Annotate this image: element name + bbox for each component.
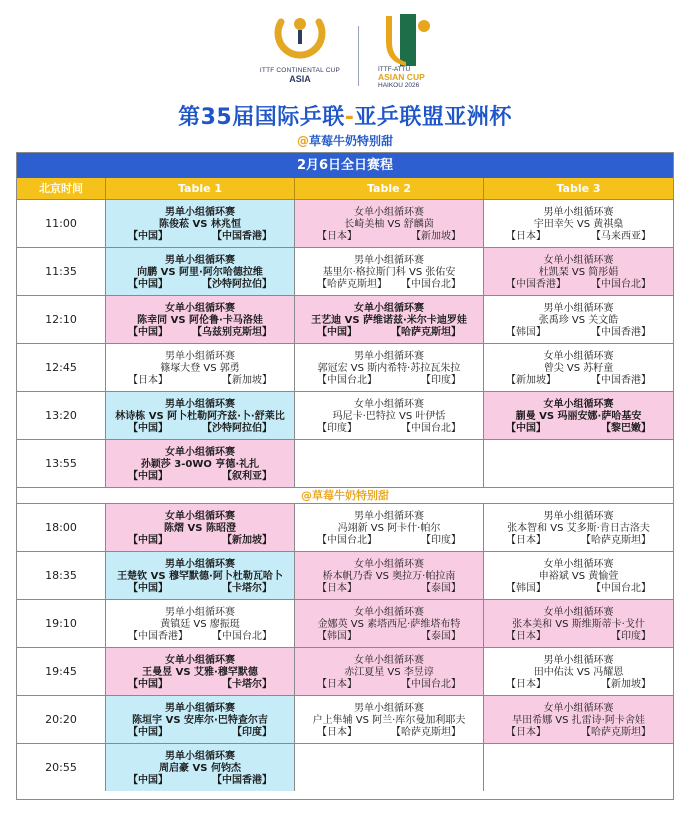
match-players: 金娜英 VS 素塔西尼·萨维塔布特 [317, 619, 461, 630]
event-name: 女单小组循环赛 [543, 255, 614, 266]
country-right: 【卡塔尔】 [222, 679, 272, 690]
logo-right-line2: ASIAN CUP [378, 72, 425, 82]
country-right: 【沙特阿拉伯】 [202, 279, 272, 290]
country-left: 【中国】 [128, 535, 168, 546]
country-left: 【日本】 [506, 679, 546, 690]
table-row [17, 343, 673, 391]
country-right: 【中国台北】 [401, 679, 461, 690]
country-right: 【中国香港】 [591, 327, 651, 338]
match-players: 周启豪 VS 何钧杰 [159, 763, 241, 774]
match-players: 林诗栋 VS 阿卜杜勒阿齐兹·卜·舒莱比 [115, 411, 285, 422]
match-cell [484, 248, 673, 295]
match-players: 黄镇廷 VS 廖振珽 [160, 619, 240, 630]
country-left: 【印度】 [317, 423, 357, 434]
countries [484, 423, 673, 435]
countries [295, 231, 483, 243]
credit-at: @ [296, 134, 309, 148]
match-cell [484, 200, 673, 247]
table-row [17, 647, 673, 695]
author-credit [0, 132, 690, 149]
country-right: 【印度】 [421, 375, 461, 386]
country-right: 【新加坡】 [411, 231, 461, 242]
country-left: 【中国】 [128, 231, 168, 242]
event-name: 女单小组循环赛 [165, 655, 235, 666]
match-players: 早田希娜 VS 扎雷诗·阿卡舍娃 [512, 715, 645, 726]
country-right: 【泰国】 [421, 583, 461, 594]
countries [295, 423, 483, 435]
event-name: 女单小组循环赛 [354, 655, 424, 666]
table-row [17, 551, 673, 599]
country-right: 【印度】 [232, 727, 272, 738]
country-left: 【韩国】 [506, 583, 546, 594]
country-left: 【日本】 [317, 679, 357, 690]
table-row [17, 599, 673, 647]
match-cell [295, 600, 484, 647]
match-cell [106, 552, 295, 599]
event-name: 女单小组循环赛 [543, 351, 614, 362]
match-cell [484, 552, 673, 599]
mid-credit-at: @ [301, 489, 312, 502]
country-left: 【韩国】 [317, 631, 357, 642]
time-cell: 19:45 [17, 648, 106, 695]
country-right: 【中国台北】 [591, 279, 651, 290]
country-left: 【中国香港】 [128, 631, 188, 642]
countries [295, 583, 483, 595]
country-left: 【中国】 [128, 423, 168, 434]
empty-cell [484, 440, 673, 487]
countries [484, 679, 673, 691]
match-players: 陈俊菘 VS 林兆恒 [159, 219, 241, 230]
country-right: 【哈萨克斯坦】 [391, 727, 461, 738]
time-cell: 12:10 [17, 296, 106, 343]
country-right: 【马来西亚】 [591, 231, 651, 242]
match-players: 郭冠宏 VS 斯内希特·苏拉瓦朱拉 [317, 363, 461, 374]
countries [295, 375, 483, 387]
match-cell [484, 696, 673, 743]
countries [295, 727, 483, 739]
country-right: 【中国台北】 [212, 631, 272, 642]
event-name: 男单小组循环赛 [165, 351, 235, 362]
match-players: 陈垣宇 VS 安库尔·巴特查尔吉 [132, 715, 268, 726]
countries [106, 471, 294, 483]
match-cell [484, 648, 673, 695]
country-right: 【新加坡】 [601, 679, 651, 690]
match-players: 张本美和 VS 斯维斯蒂卡·戈什 [512, 619, 645, 630]
country-left: 【中国香港】 [506, 279, 566, 290]
match-cell [295, 696, 484, 743]
country-left: 【中国】 [128, 583, 168, 594]
countries [106, 583, 294, 595]
match-cell [106, 392, 295, 439]
event-name: 男单小组循环赛 [165, 559, 235, 570]
match-players: 陈熠 VS 陈昭澄 [164, 523, 236, 534]
country-left: 【日本】 [506, 631, 546, 642]
event-name: 男单小组循环赛 [354, 511, 424, 522]
country-right: 【沙特阿拉伯】 [202, 423, 272, 434]
country-left: 【中国】 [128, 775, 168, 786]
logo-divider [358, 26, 359, 86]
match-cell [106, 600, 295, 647]
match-players: 王楚钦 VS 穆罕默德·阿卜杜勒瓦哈卜 [117, 571, 283, 582]
country-right: 【泰国】 [421, 631, 461, 642]
match-cell [106, 504, 295, 551]
title-part1: 第35届国际乒联 [178, 105, 345, 130]
countries [484, 535, 673, 547]
match-cell [484, 504, 673, 551]
event-name: 女单小组循环赛 [543, 703, 614, 714]
event-name: 女单小组循环赛 [354, 207, 424, 218]
countries [484, 231, 673, 243]
match-cell [106, 696, 295, 743]
country-right: 【乌兹别克斯坦】 [192, 327, 272, 338]
countries [484, 583, 673, 595]
countries [484, 631, 673, 643]
table-row [17, 743, 673, 791]
countries [106, 231, 294, 243]
match-cell [106, 744, 295, 791]
table-row [17, 247, 673, 295]
country-right: 【新加坡】 [222, 375, 272, 386]
match-players: 王艺迪 VS 萨维诺兹·米尔卡迪罗娃 [311, 315, 467, 326]
empty-cell [295, 440, 484, 487]
event-name: 女单小组循环赛 [543, 399, 614, 410]
event-name: 男单小组循环赛 [543, 511, 614, 522]
event-name: 男单小组循环赛 [165, 751, 235, 762]
country-left: 【中国】 [128, 727, 168, 738]
match-players: 玛尼卡·巴特拉 VS 叶伊恬 [332, 411, 446, 422]
countries [295, 327, 483, 339]
event-name: 男单小组循环赛 [543, 655, 614, 666]
match-players: 张禹珍 VS 关文皓 [538, 315, 619, 326]
countries [484, 375, 673, 387]
title-part2: 亚乒联盟亚洲杯 [354, 105, 512, 130]
table-row [17, 391, 673, 439]
table-row [17, 199, 673, 247]
match-players: 赤江夏星 VS 李昱谆 [344, 667, 434, 678]
country-left: 【韩国】 [506, 327, 546, 338]
event-name: 女单小组循环赛 [354, 559, 424, 570]
event-name: 男单小组循环赛 [165, 399, 235, 410]
match-players: 申裕斌 VS 黄愉萱 [538, 571, 619, 582]
event-name: 女单小组循环赛 [543, 559, 614, 570]
countries [295, 631, 483, 643]
country-left: 【中国台北】 [317, 375, 377, 386]
empty-cell [295, 744, 484, 791]
match-players: 杜凯琹 VS 简彤娟 [538, 267, 619, 278]
match-cell [295, 248, 484, 295]
country-left: 【新加坡】 [506, 375, 556, 386]
countries [106, 423, 294, 435]
table-row [17, 295, 673, 343]
time-cell: 20:55 [17, 744, 106, 791]
country-left: 【中国台北】 [317, 535, 377, 546]
country-left: 【日本】 [506, 727, 546, 738]
countries [106, 535, 294, 547]
match-players: 陈幸同 VS 阿伦鲁·卡马洛娃 [137, 315, 263, 326]
countries [295, 279, 483, 291]
match-cell [484, 296, 673, 343]
time-cell: 13:20 [17, 392, 106, 439]
match-players: 长崎美柚 VS 舒麟茵 [344, 219, 434, 230]
countries [106, 327, 294, 339]
match-players: 篠塚大登 VS 郭勇 [160, 363, 240, 374]
country-right: 【叙利亚】 [222, 471, 272, 482]
match-players: 户上隼辅 VS 阿兰·库尔曼加利耶夫 [312, 715, 466, 726]
country-left: 【哈萨克斯坦】 [317, 279, 387, 290]
mid-credit-name: 草莓牛奶特别甜 [312, 489, 389, 502]
match-cell [106, 200, 295, 247]
event-name: 男单小组循环赛 [354, 351, 424, 362]
match-cell [484, 600, 673, 647]
header [0, 0, 690, 100]
match-players: 冯翊新 VS 阿卡什·帕尔 [337, 523, 441, 534]
event-name: 女单小组循环赛 [165, 447, 235, 458]
match-cell [295, 344, 484, 391]
country-left: 【中国】 [128, 279, 168, 290]
event-name: 女单小组循环赛 [354, 399, 424, 410]
country-right: 【黎巴嫩】 [601, 423, 651, 434]
header-table2: Table 2 [295, 178, 484, 199]
day-title: 2月6日全日赛程 [17, 153, 673, 178]
match-cell [295, 392, 484, 439]
credit-name: 草莓牛奶特别甜 [308, 134, 393, 148]
match-cell [295, 552, 484, 599]
countries [295, 679, 483, 691]
country-right: 【中国台北】 [401, 279, 461, 290]
event-name: 女单小组循环赛 [165, 303, 235, 314]
table-row [17, 695, 673, 743]
trophy-ring-icon [269, 14, 331, 66]
match-players: 张本智和 VS 艾多斯·肯日古洛夫 [507, 523, 650, 534]
country-right: 【卡塔尔】 [222, 583, 272, 594]
table-row [17, 439, 673, 487]
country-right: 【中国香港】 [212, 231, 272, 242]
country-right: 【哈萨克斯坦】 [581, 727, 651, 738]
match-cell [484, 392, 673, 439]
country-left: 【日本】 [317, 583, 357, 594]
country-left: 【日本】 [128, 375, 168, 386]
event-name: 男单小组循环赛 [165, 607, 235, 618]
header-time: 北京时间 [17, 178, 106, 199]
match-players: 王曼昱 VS 艾雅·穆罕默德 [142, 667, 258, 678]
match-cell [295, 296, 484, 343]
event-name: 男单小组循环赛 [165, 703, 235, 714]
countries [106, 279, 294, 291]
country-left: 【中国】 [128, 327, 168, 338]
countries [106, 775, 294, 787]
countries [295, 535, 483, 547]
match-players: 向鹏 VS 阿里·阿尔哈德拉维 [137, 267, 263, 278]
country-left: 【中国】 [128, 679, 168, 690]
event-name: 男单小组循环赛 [543, 303, 614, 314]
match-players: 蒯曼 VS 玛丽安娜·萨哈基安 [515, 411, 642, 422]
event-name: 女单小组循环赛 [354, 303, 424, 314]
country-right: 【哈萨克斯坦】 [581, 535, 651, 546]
header-row [17, 178, 673, 199]
country-left: 【日本】 [317, 727, 357, 738]
title-dash: - [344, 105, 355, 130]
country-right: 【印度】 [421, 535, 461, 546]
countries [484, 727, 673, 739]
match-cell [106, 248, 295, 295]
time-cell: 19:10 [17, 600, 106, 647]
country-left: 【中国】 [128, 471, 168, 482]
event-name: 男单小组循环赛 [354, 255, 424, 266]
match-players: 孙颖莎 3-0WO 亨德·礼扎 [140, 459, 260, 470]
header-table1: Table 1 [106, 178, 295, 199]
match-cell [106, 440, 295, 487]
country-left: 【中国】 [317, 327, 357, 338]
event-name: 男单小组循环赛 [165, 207, 235, 218]
country-right: 【印度】 [611, 631, 651, 642]
match-cell [295, 200, 484, 247]
asian-cup-emblem-icon [378, 12, 438, 66]
event-name: 男单小组循环赛 [165, 255, 235, 266]
countries [484, 327, 673, 339]
country-left: 【日本】 [317, 231, 357, 242]
countries [106, 679, 294, 691]
match-players: 基里尔·格拉斯门科 VS 张佑安 [322, 267, 456, 278]
empty-cell [484, 744, 673, 791]
countries [484, 279, 673, 291]
country-right: 【中国台北】 [401, 423, 461, 434]
country-right: 【新加坡】 [222, 535, 272, 546]
match-players: 桥本帆乃香 VS 奥拉万·帕拉南 [322, 571, 456, 582]
event-name: 女单小组循环赛 [165, 511, 235, 522]
country-right: 【中国香港】 [591, 375, 651, 386]
countries [106, 375, 294, 387]
match-players: 田中佑汰 VS 冯耀恩 [533, 667, 624, 678]
country-right: 【中国香港】 [212, 775, 272, 786]
country-left: 【日本】 [506, 231, 546, 242]
time-cell: 11:35 [17, 248, 106, 295]
time-cell: 13:55 [17, 440, 106, 487]
event-name: 女单小组循环赛 [354, 607, 424, 618]
schedule-table [16, 152, 674, 800]
countries [106, 631, 294, 643]
asian-cup-logo [378, 12, 458, 96]
event-name: 男单小组循环赛 [543, 207, 614, 218]
event-name: 男单小组循环赛 [354, 703, 424, 714]
time-cell: 11:00 [17, 200, 106, 247]
country-left: 【日本】 [506, 535, 546, 546]
match-cell [295, 504, 484, 551]
page-title [0, 100, 690, 131]
match-cell [106, 648, 295, 695]
country-left: 【中国】 [506, 423, 546, 434]
logo-left-line2: ASIA [289, 74, 311, 84]
match-players: 曾尖 VS 苏籽童 [543, 363, 614, 374]
match-players: 宇田幸矢 VS 黄祺燊 [533, 219, 624, 230]
logo-right-line3: HAIKOU 2026 [378, 82, 420, 89]
time-cell: 18:00 [17, 504, 106, 551]
match-cell [106, 344, 295, 391]
time-cell: 12:45 [17, 344, 106, 391]
logo-right-line1: ITTF-ATTU [378, 66, 411, 73]
countries [106, 727, 294, 739]
time-cell: 20:20 [17, 696, 106, 743]
table-row [17, 503, 673, 551]
event-name: 女单小组循环赛 [543, 607, 614, 618]
logo-left-line1: ITTF CONTINENTAL CUP [259, 67, 341, 74]
country-right: 【中国台北】 [591, 583, 651, 594]
mid-credit [17, 487, 673, 503]
country-right: 【哈萨克斯坦】 [391, 327, 461, 338]
match-cell [295, 648, 484, 695]
match-cell [484, 344, 673, 391]
continental-cup-logo [255, 14, 345, 94]
match-cell [106, 296, 295, 343]
header-table3: Table 3 [556, 182, 601, 195]
time-cell: 18:35 [17, 552, 106, 599]
